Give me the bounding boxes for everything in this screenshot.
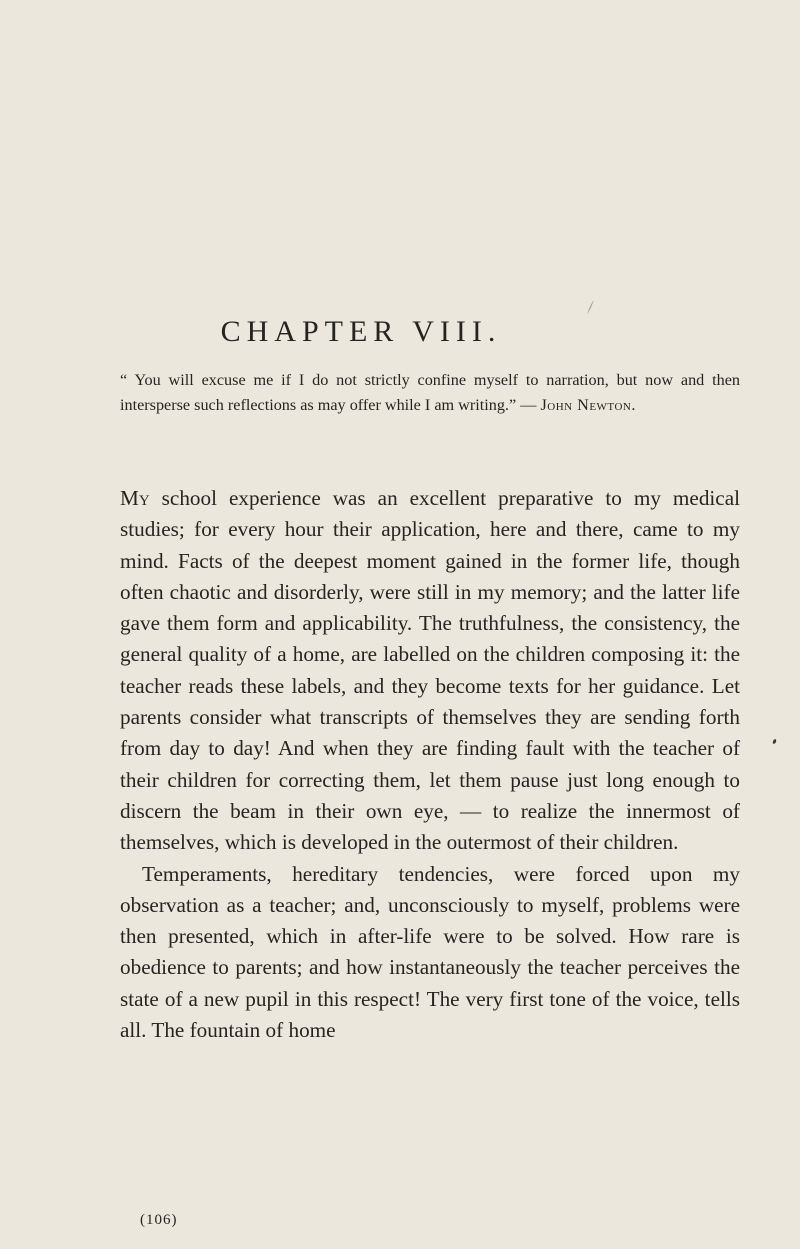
page-number: (106) (140, 1212, 178, 1228)
paragraph-1-text: school experience was an excellent preparative to my medical studies; for every hour their application, here and there, came to my mind. Facts of the deepest moment gained in the former life, though often chaotic and disorderly, were still in my memory; and the latter life gave them form and applicability. The truthfulness, the consistency, the general quality of a home, are labelled on the children composing it: the teacher reads these labels, and they become texts for her guidance. Let parents consider what transcripts of themselves they are sending forth from day to day! And when they are finding fault with the teacher of their children for correcting them, let them pause just long enough to discern the beam in their own eye, — to realize the innermost of themselves, which is developed in the outermost of their children. (120, 486, 740, 855)
paragraph-2-text: Temperaments, hereditary tendencies, were forced upon my observation as a teacher; and, unconsciously to myself, problems were then presented, which in after-life were to be solved. How rare is obedience to parents; and how instantaneously the teacher perceives the state of a new pupil in this respect! The very first tone of the voice, tells all. The fountain of home (120, 861, 740, 1043)
paragraph-1 (120, 483, 740, 859)
paragraph-lead-word: My (120, 486, 150, 510)
epigraph-quote: “ You will excuse me if I do not strictly confine myself to narration, but now and then intersperse such reflections as may offer while I am writing.” — (120, 371, 740, 414)
epigraph-attribution: John Newton. (540, 395, 636, 414)
epigraph (120, 368, 740, 417)
paragraph-2 (120, 859, 740, 1047)
paper-mark (587, 300, 594, 313)
ink-spot (772, 739, 777, 745)
chapter-title: CHAPTER VIII. (220, 315, 502, 348)
body-text (120, 483, 740, 1046)
